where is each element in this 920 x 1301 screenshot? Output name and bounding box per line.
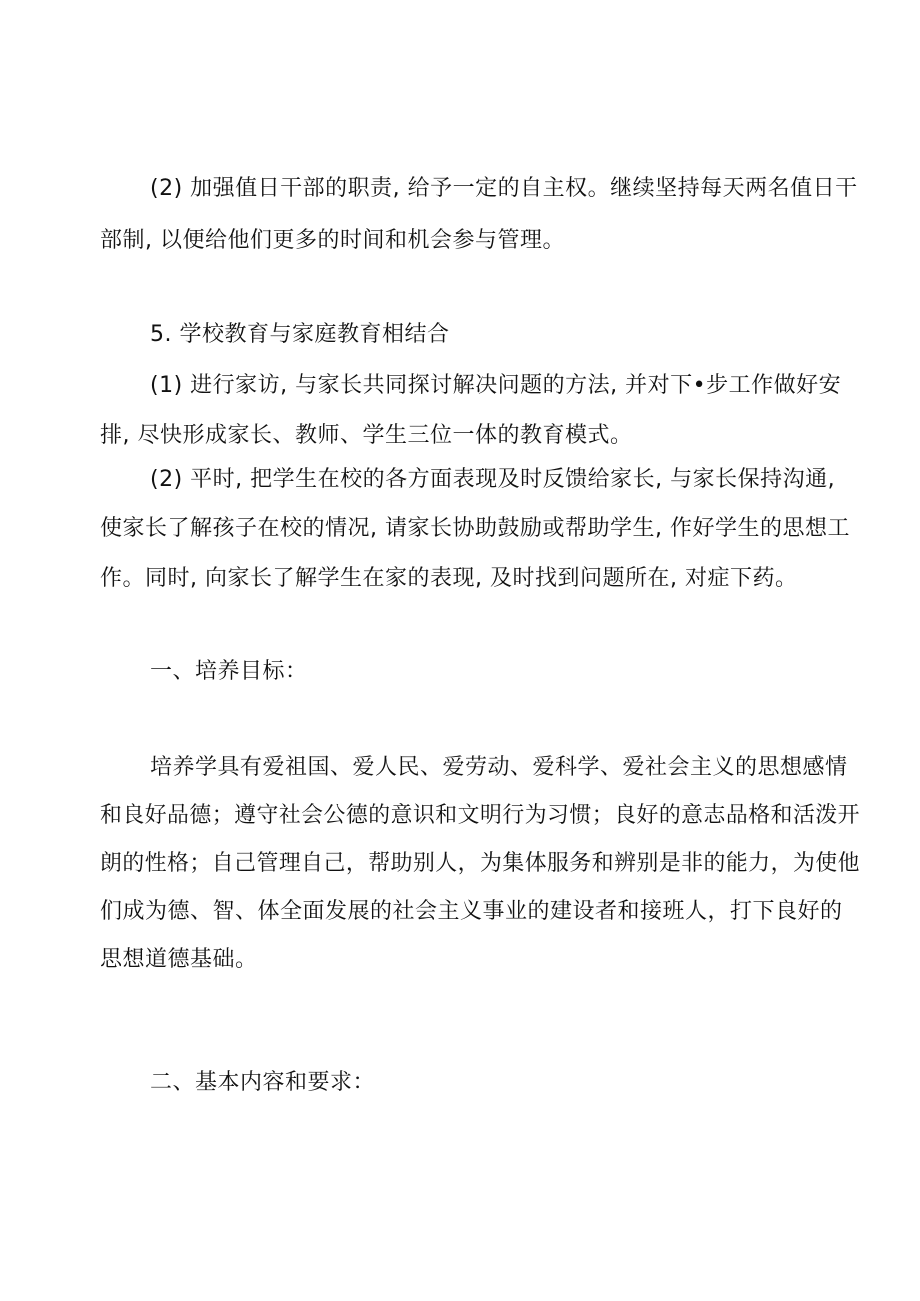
paragraph-line: 和良好品德；遵守社会公德的意识和文明行为习惯；良好的意志品格和活泼开 bbox=[100, 803, 861, 828]
paragraph-line: 部制, 以便给他们更多的时间和机会参与管理。 bbox=[100, 228, 565, 253]
paragraph-line: 们成为德、智、体全面发展的社会主义事业的建设者和接班人，打下良好的 bbox=[100, 899, 843, 924]
paragraph-line: 朗的性格；自己管理自己，帮助别人，为集体服务和辨别是非的能力，为使他 bbox=[100, 851, 861, 876]
paragraph-line: 作。同时, 向家长了解学生在家的表现, 及时找到问题所在, 对症下药。 bbox=[100, 566, 798, 591]
paragraph-line: (2) 加强值日干部的职责, 给予一定的自主权。继续坚持每天两名值日干 bbox=[150, 176, 858, 201]
paragraph-line: 使家长了解孩子在校的情况, 请家长协助鼓励或帮助学生, 作好学生的思想工 bbox=[100, 516, 850, 541]
section-heading: 一、培养目标： bbox=[150, 659, 308, 684]
paragraph-line: (1) 进行家访, 与家长共同探讨解决问题的方法, 并对下•步工作做好安 bbox=[150, 373, 842, 398]
paragraph-line: 排, 尽快形成家长、教师、学生三位一体的教育模式。 bbox=[100, 423, 633, 448]
paragraph-line: 思想道德基础。 bbox=[100, 947, 258, 972]
paragraph-line: 培养学具有爱祖国、爱人民、爱劳动、爱科学、爱社会主义的思想感情 bbox=[150, 755, 848, 780]
section-heading: 二、基本内容和要求： bbox=[150, 1070, 376, 1095]
paragraph-line: (2) 平时, 把学生在校的各方面表现及时反馈给家长, 与家长保持沟通, bbox=[150, 467, 836, 492]
section-heading: 5. 学校教育与家庭教育相结合 bbox=[150, 322, 450, 347]
